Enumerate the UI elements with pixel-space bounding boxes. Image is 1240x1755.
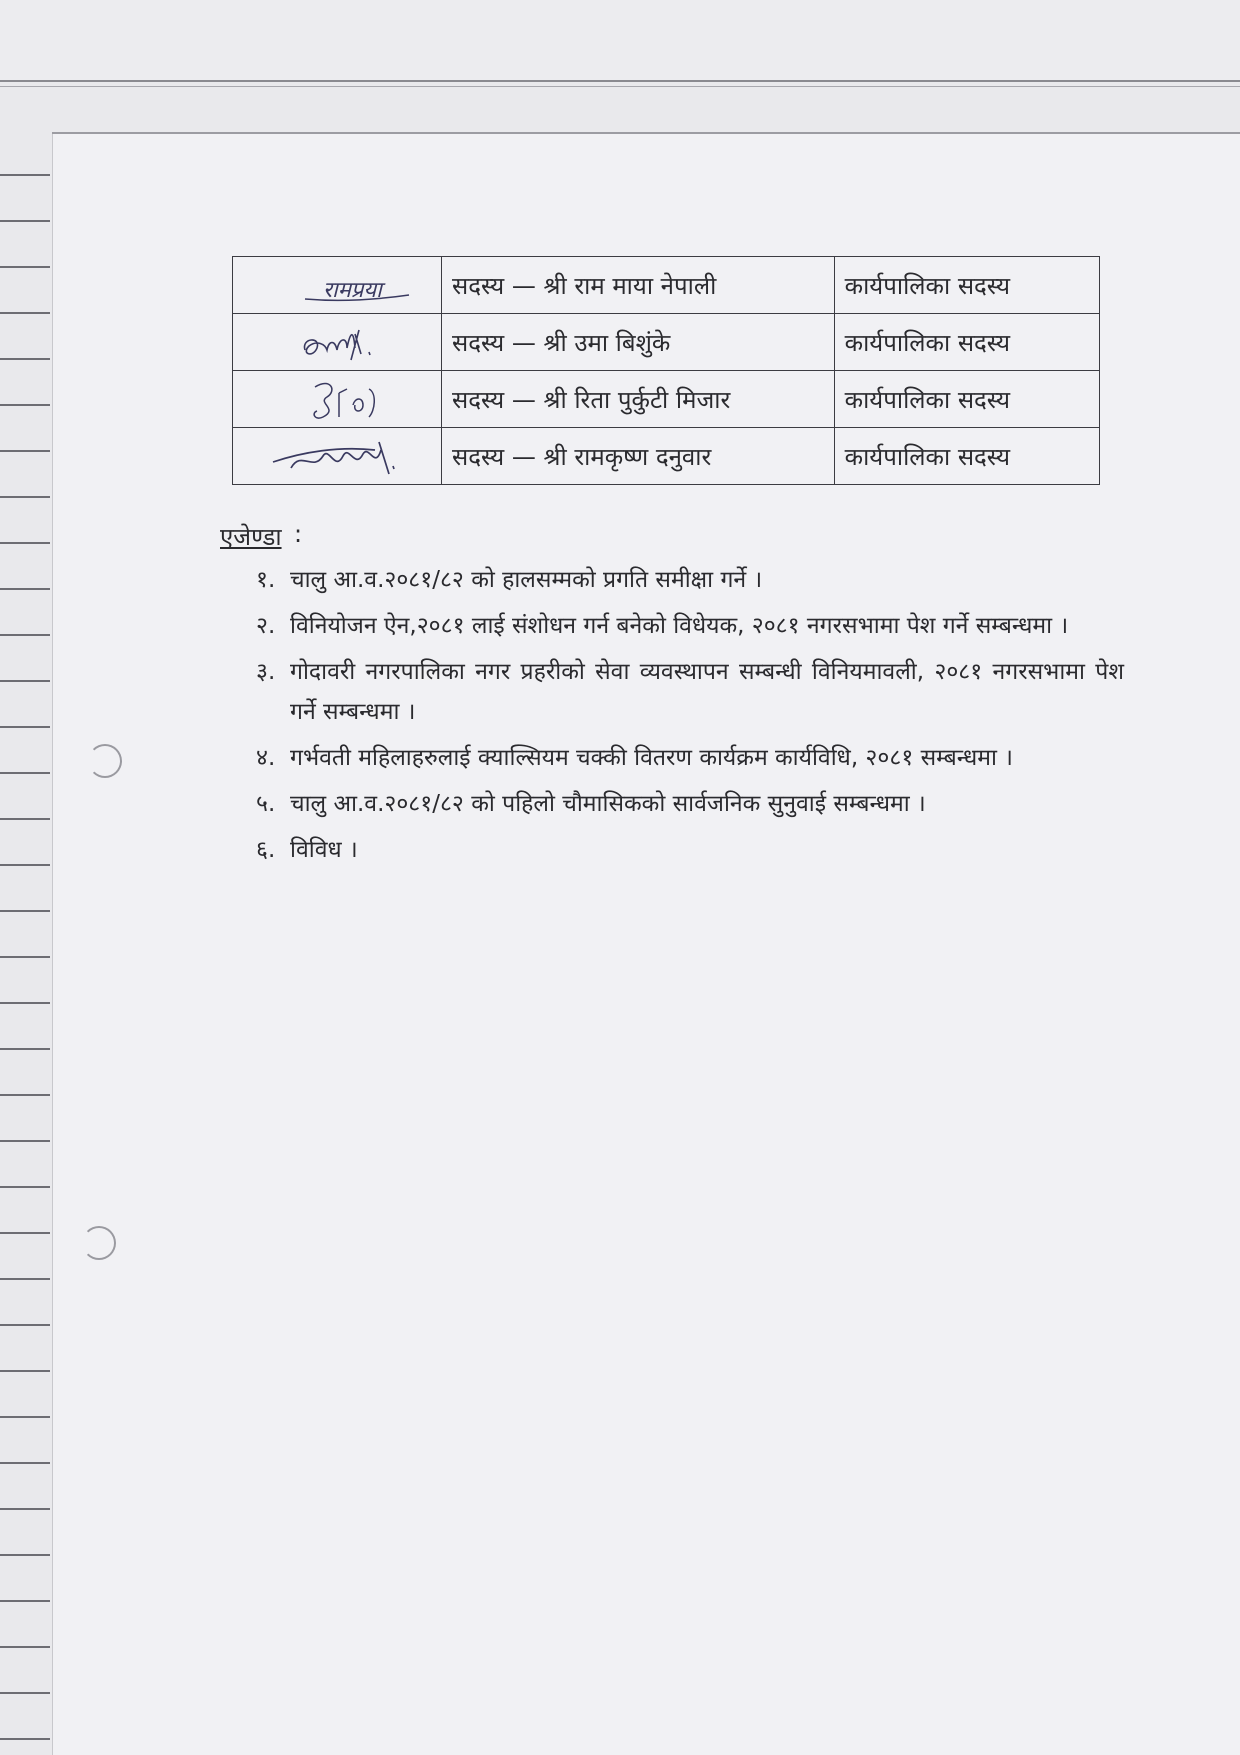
- table-row: [233, 314, 1100, 371]
- page-top-edge: [52, 132, 1240, 134]
- agenda-list: [256, 560, 1124, 876]
- signature-text: रामप्रया: [323, 278, 382, 303]
- agenda-item-number: ५.: [256, 791, 276, 817]
- member-name: सदस्य — श्री रिता पुर्कुटी मिजार: [442, 371, 835, 428]
- punch-hole: [88, 744, 122, 778]
- agenda-item: [256, 830, 1124, 870]
- agenda-item: [256, 606, 1124, 646]
- agenda-item: [256, 738, 1124, 778]
- members-table: [232, 256, 1100, 485]
- member-name: सदस्य — श्री उमा बिशुंके: [442, 314, 835, 371]
- agenda-item-number: ६.: [256, 837, 276, 863]
- agenda-item-number: १.: [256, 567, 276, 593]
- handwritten-signature: [243, 257, 431, 313]
- member-role: कार्यपालिका सदस्य: [834, 257, 1099, 314]
- agenda-heading-colon: :: [294, 520, 303, 548]
- handwritten-signature: [243, 314, 431, 370]
- table-row: [233, 257, 1100, 314]
- handwritten-signature: [243, 428, 431, 484]
- table-row: [233, 428, 1100, 485]
- agenda-item-number: २.: [256, 613, 276, 639]
- agenda-item-text: चालु आ.व.२०८१/८२ को पहिलो चौमासिकको सार्वजनिक सुनुवाई सम्बन्धमा ।: [290, 791, 926, 817]
- member-name: सदस्य — श्री रामकृष्ण दनुवार: [442, 428, 835, 485]
- agenda-item-text: गर्भवती महिलाहरुलाई क्याल्सियम चक्की वितरण कार्यक्रम कार्यविधि, २०८१ सम्बन्धमा ।: [290, 745, 1013, 771]
- ruled-paper-margin: [0, 130, 50, 1755]
- punch-hole: [82, 1226, 116, 1260]
- top-rule-thin: [0, 86, 1240, 87]
- agenda-item: [256, 784, 1124, 824]
- agenda-item: [256, 560, 1124, 600]
- signature-cell: [233, 314, 442, 371]
- member-name: सदस्य — श्री राम माया नेपाली: [442, 257, 835, 314]
- agenda-item-text: चालु आ.व.२०८१/८२ को हालसम्मको प्रगति समीक्षा गर्ने ।: [290, 567, 763, 593]
- agenda-item: [256, 652, 1124, 732]
- member-role: कार्यपालिका सदस्य: [834, 371, 1099, 428]
- scan-top-strip: [0, 0, 1240, 80]
- agenda-item-text: गोदावरी नगरपालिका नगर प्रहरीको सेवा व्यवस्थापन सम्बन्धी विनियमावली, २०८१ नगरसभामा पेश गर्ने सम्बन्धमा ।: [290, 659, 1124, 725]
- agenda-item-text: विनियोजन ऐन,२०८१ लाई संशोधन गर्न बनेको विधेयक, २०८१ नगरसभामा पेश गर्ने सम्बन्धमा ।: [290, 613, 1069, 639]
- signature-cell: [233, 257, 442, 314]
- signature-cell: [233, 371, 442, 428]
- signature-cell: [233, 428, 442, 485]
- agenda-item-number: ३.: [256, 659, 276, 685]
- agenda-heading: एजेण्डा: [220, 523, 282, 551]
- handwritten-signature: [243, 371, 431, 427]
- member-role: कार्यपालिका सदस्य: [834, 428, 1099, 485]
- table-row: [233, 371, 1100, 428]
- agenda-item-number: ४.: [256, 745, 276, 771]
- top-rule: [0, 80, 1240, 82]
- member-role: कार्यपालिका सदस्य: [834, 314, 1099, 371]
- agenda-item-text: विविध ।: [290, 837, 358, 863]
